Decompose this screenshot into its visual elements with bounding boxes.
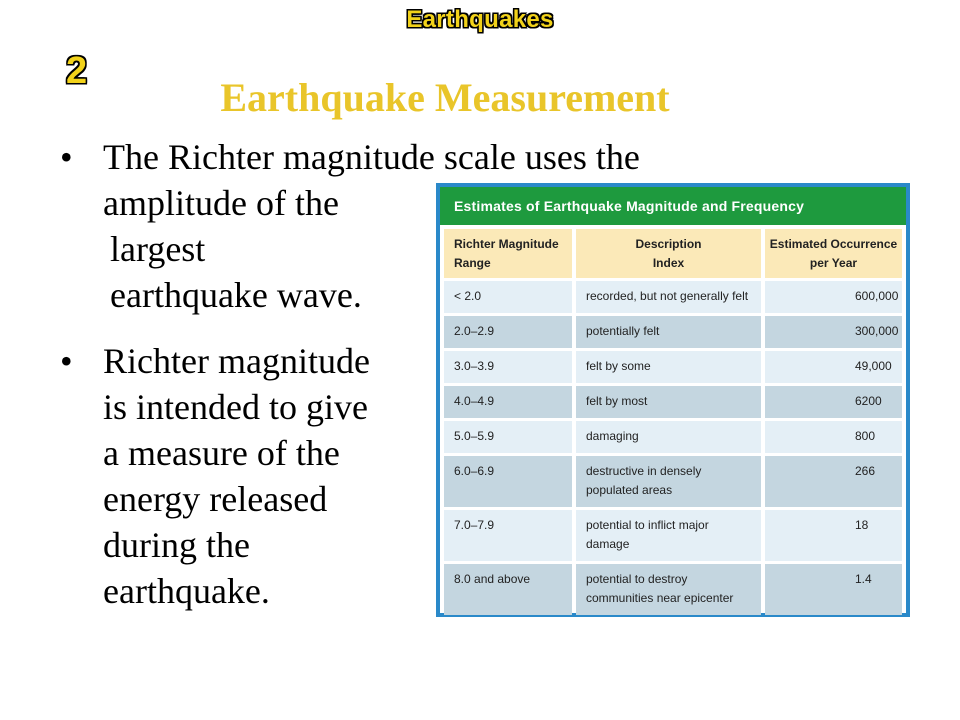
bullet-line: The Richter magnitude scale uses the <box>103 137 640 177</box>
description-cell <box>576 510 761 561</box>
column-header-text: Richter Magnitude <box>454 237 559 251</box>
bullet-dot: • <box>60 341 73 381</box>
magnitude-range-cell <box>444 351 572 383</box>
bullet-line: a measure of the <box>103 433 340 473</box>
column-header-text: Description <box>635 237 702 251</box>
magnitude-range-cell-text: 2.0–2.9 <box>454 324 495 338</box>
bullet-richter-energy <box>60 338 370 614</box>
magnitude-range-cell-text: 8.0 and above <box>454 572 531 586</box>
magnitude-frequency-table <box>436 183 910 617</box>
bullet-line: earthquake wave. <box>110 275 362 315</box>
occurrence-cell-text: 800 <box>855 429 876 443</box>
occurrence-cell <box>765 386 902 418</box>
column-header <box>444 229 572 278</box>
magnitude-range-cell-text: 4.0–4.9 <box>454 394 495 408</box>
occurrence-cell-text: 600,000 <box>855 289 899 303</box>
magnitude-range-cell-text: < 2.0 <box>454 289 482 303</box>
description-cell <box>576 564 761 615</box>
description-cell-text: potential to destroy <box>586 572 688 586</box>
column-header-text: Index <box>652 256 685 270</box>
description-cell <box>576 281 761 313</box>
table-title: Estimates of Earthquake Magnitude and Frequency <box>440 187 906 225</box>
bullet-line: largest <box>110 229 206 269</box>
column-header-text: Range <box>454 256 491 270</box>
occurrence-cell-text: 49,000 <box>855 359 892 373</box>
description-cell-text: damaging <box>586 429 639 443</box>
magnitude-range-cell <box>444 386 572 418</box>
bullet-dot: • <box>60 137 73 177</box>
description-cell-text: recorded, but not generally felt <box>586 289 749 303</box>
table-body <box>440 225 906 613</box>
description-cell-text: potential to inflict major <box>586 518 709 532</box>
description-cell-text: potentially felt <box>586 324 660 338</box>
description-cell <box>576 456 761 507</box>
magnitude-range-cell <box>444 281 572 313</box>
magnitude-range-cell <box>444 564 572 615</box>
description-cell-text: destructive in densely <box>586 464 702 478</box>
magnitude-range-cell-text: 5.0–5.9 <box>454 429 495 443</box>
column-header-text: Estimated Occurrence <box>769 237 898 251</box>
column-header-text: per Year <box>809 256 858 270</box>
slide-title: Earthquake Measurement <box>220 75 670 120</box>
magnitude-range-cell-text: 7.0–7.9 <box>454 518 495 532</box>
column-header <box>576 229 761 278</box>
bullet-line: Richter magnitude <box>103 341 370 381</box>
bullet-line: energy released <box>103 479 328 519</box>
occurrence-cell <box>765 564 902 615</box>
magnitude-range-cell-text: 6.0–6.9 <box>454 464 495 478</box>
description-cell-text: communities near epicenter <box>586 591 734 605</box>
occurrence-cell-text: 18 <box>855 518 869 532</box>
occurrence-cell <box>765 281 902 313</box>
bullet-line: is intended to give <box>103 387 368 427</box>
column-header <box>765 229 902 278</box>
description-cell <box>576 421 761 453</box>
occurrence-cell <box>765 421 902 453</box>
description-cell <box>576 351 761 383</box>
occurrence-cell-text: 266 <box>855 464 876 478</box>
magnitude-range-cell <box>444 456 572 507</box>
description-cell <box>576 386 761 418</box>
magnitude-range-cell <box>444 510 572 561</box>
occurrence-cell <box>765 316 902 348</box>
occurrence-cell <box>765 456 902 507</box>
magnitude-range-cell <box>444 316 572 348</box>
bullet-line: earthquake. <box>103 571 270 611</box>
magnitude-range-cell <box>444 421 572 453</box>
occurrence-cell-text: 6200 <box>855 394 882 408</box>
bullet-line: during the <box>103 525 250 565</box>
description-cell <box>576 316 761 348</box>
occurrence-cell-text: 300,000 <box>855 324 899 338</box>
description-cell-text: populated areas <box>586 483 673 497</box>
description-cell-text: damage <box>586 537 630 551</box>
bullet-line: amplitude of the <box>103 183 339 223</box>
description-cell-text: felt by most <box>586 394 648 408</box>
section-number: 2 <box>66 50 88 92</box>
occurrence-cell <box>765 510 902 561</box>
occurrence-cell-text: 1.4 <box>855 572 872 586</box>
occurrence-cell <box>765 351 902 383</box>
description-cell-text: felt by some <box>586 359 651 373</box>
magnitude-range-cell-text: 3.0–3.9 <box>454 359 495 373</box>
topic-label: Earthquakes <box>406 6 554 33</box>
